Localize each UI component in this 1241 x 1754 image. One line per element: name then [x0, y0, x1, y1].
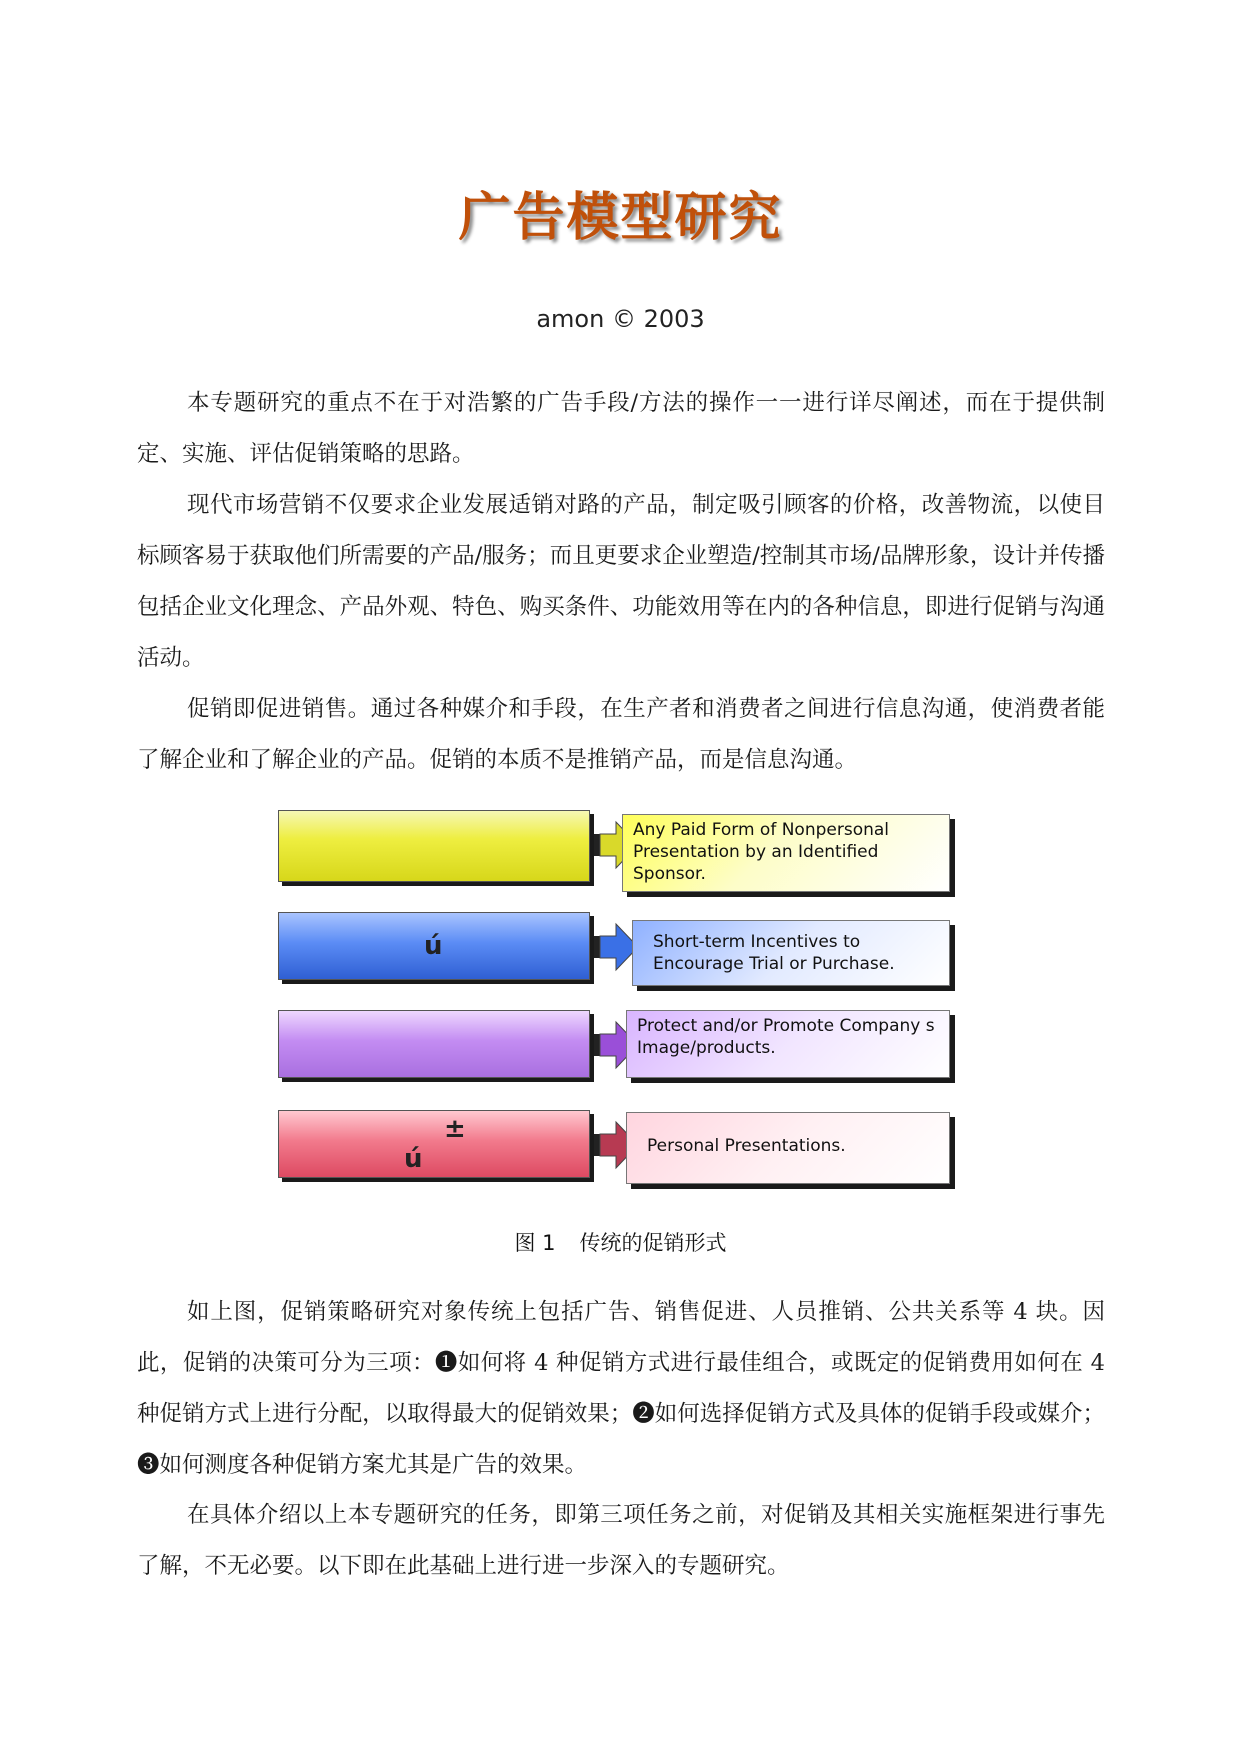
paragraph-2: 现代市场营销不仅要求企业发展适销对路的产品，制定吸引顾客的价格，改善物流，以使目标顾客易于获取他们所需要的产品/服务；而且更要求企业塑造/控制其市场/品牌形象，设计并传播包括企业文化理念、产品外观、特色、购买条件、功能效用等在内的各种信息，即进行促销与沟通活动。 — [137, 492, 1105, 671]
diagram-bar-3 — [278, 1010, 590, 1078]
promotion-forms-diagram — [276, 806, 956, 1206]
figure-caption-number: 图 1 — [514, 1231, 556, 1255]
diagram-bar-label-4: ± ú — [404, 1114, 506, 1174]
diagram-bar-label-2: ú — [424, 931, 483, 961]
diagram-row-4 — [276, 1106, 956, 1186]
diagram-description-box-1 — [622, 814, 950, 892]
paragraph-1: 本专题研究的重点不在于对浩繁的广告手段/方法的操作一一进行详尽阐述，而在于提供制定、实施、评估促销策略的思路。 — [137, 390, 1105, 467]
author-byline: amon © 2003 — [536, 305, 705, 333]
figure-caption-text: 传统的促销形式 — [579, 1231, 727, 1255]
paragraph-3: 促销即促进销售。通过各种媒介和手段，在生产者和消费者之间进行信息沟通，使消费者能了解企业和了解企业的产品。促销的本质不是推销产品，而是信息沟通。 — [137, 696, 1105, 773]
document-title: 广告模型研究 — [458, 188, 783, 248]
diagram-description-box-2 — [632, 920, 950, 986]
diagram-description-4: Personal Presentations. — [647, 1136, 846, 1156]
diagram-bar-1 — [278, 810, 590, 882]
diagram-description-box-4 — [626, 1112, 950, 1184]
diagram-bar-2 — [278, 912, 590, 980]
diagram-row-2 — [276, 908, 956, 988]
diagram-bar-label-1 — [279, 811, 589, 881]
diagram-row-1 — [276, 806, 956, 886]
diagram-description-box-3 — [626, 1010, 950, 1078]
paragraph-4: 如上图，促销策略研究对象传统上包括广告、销售促进、人员推销、公共关系等 4 块。因此，促销的决策可分为三项：❶如何将 4 种促销方式进行最佳组合，或既定的促销费用如何在 4 种促销方式上进行分配，以取得最大的促销效果；❷如何选择促销方式及具体的促销手段或媒介；❸如何测度各种促销方案尤其是广告的效果。 — [137, 1299, 1105, 1478]
diagram-description-3: Protect and/or Promote Company s Image/products. — [637, 1016, 935, 1058]
diagram-description-2: Short-term Incentives to Encourage Trial or Purchase. — [653, 932, 895, 974]
paragraph-5: 在具体介绍以上本专题研究的任务，即第三项任务之前，对促销及其相关实施框架进行事先了解，不无必要。以下即在此基础上进行进一步深入的专题研究。 — [137, 1502, 1105, 1579]
figure-caption — [0, 1227, 1241, 1257]
diagram-bar-label-3 — [279, 1011, 589, 1077]
diagram-bar-4 — [278, 1110, 590, 1178]
diagram-row-3 — [276, 1006, 956, 1086]
diagram-description-1: Any Paid Form of Nonpersonal Presentation by an Identified Sponsor. — [633, 820, 890, 884]
